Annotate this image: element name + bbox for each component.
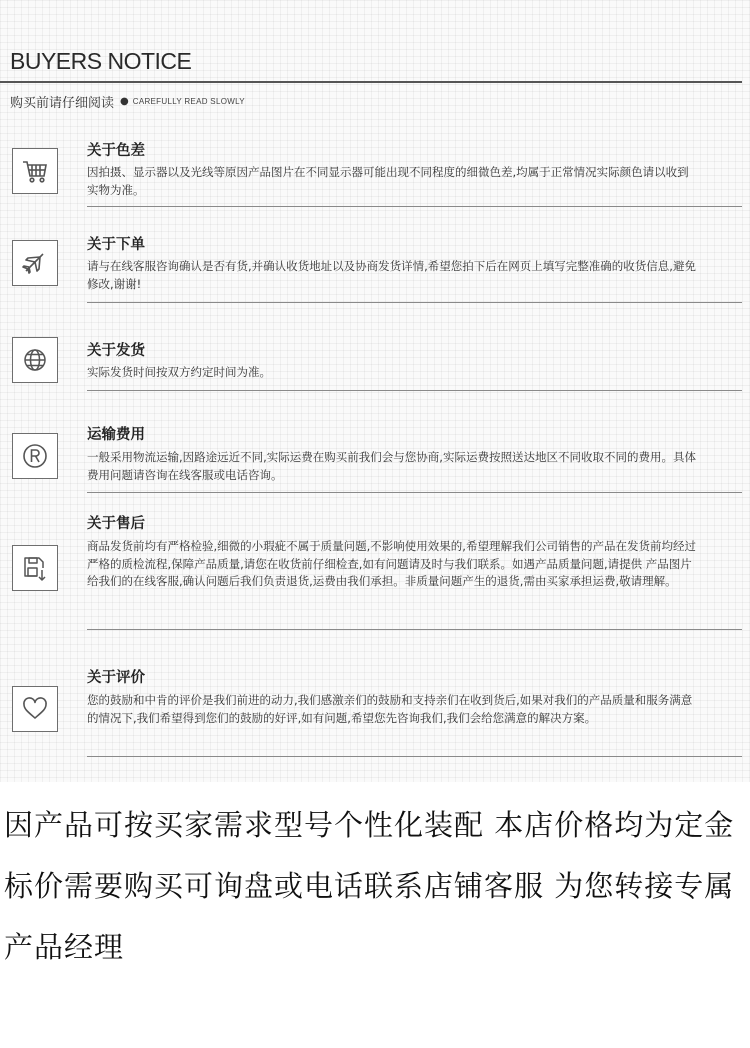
section-divider [87, 629, 742, 630]
subtitle-bullet: ● [120, 95, 129, 107]
subtitle-chinese: 购买前请仔细阅读 [10, 95, 115, 111]
subtitle-row [10, 91, 245, 111]
section-body: 实际发货时间按双方约定时间为准。 [87, 365, 271, 379]
section-title: 关于发货 [87, 343, 145, 359]
section-body: 商品发货前均有严格检验,细微的小瑕疵不属于质量问题,不影响使用效果的,希望理解我们公司销售的产品在发货前均经过严格的质检流程,保障产品质量,请您在收货前仔细检查,如有问题请及时与我们联系。如遇产品质量问题,请提供 产品图片给我们的在线客服,确认问题后我们负责退货,运费由我们承担。非质量问题产生的退货,需由买家承担运费,敬请理解。 [87, 539, 696, 588]
subtitle-english: CAREFULLY READ SLOWLY [132, 96, 245, 106]
title-divider [0, 81, 742, 83]
section-body: 您的鼓励和中肯的评价是我们前进的动力,我们感激亲们的鼓励和支持亲们在收到货后,如果对我们的产品质量和服务满意的情况下,我们希望得到您们的鼓励的好评,如有问题,希望您先咨询我们,我们会给您满意的解决方案。 [87, 693, 693, 725]
section-body: 因拍摄、显示器以及光线等原因产品图片在不同显示器可能出现不同程度的细微色差,均属于正常情况实际颜色请以收到实物为准。 [87, 165, 689, 197]
section-title: 运输费用 [87, 427, 145, 443]
registered-icon [12, 433, 58, 479]
section-divider [87, 390, 742, 391]
shopping-cart-icon [12, 148, 58, 194]
section-body: 一般采用物流运输,因路途远近不同,实际运费在购买前我们会与您协商,实际运费按照送达地区不同收取不同的费用。具体费用问题请咨询在线客服或电话咨询。 [87, 450, 696, 482]
heart-icon [12, 686, 58, 732]
section-divider [87, 302, 742, 303]
section-title: 关于评价 [87, 670, 145, 686]
airplane-icon [12, 240, 58, 286]
section-divider [87, 206, 742, 207]
section-divider [87, 492, 742, 493]
section-divider [87, 756, 742, 757]
section-title: 关于售后 [87, 516, 145, 532]
custom-assembly-notice: 因产品可按买家需求型号个性化装配 本店价格均为定金标价需要购买可询盘或电话联系店铺客服 为您转接专属产品经理 [4, 808, 735, 964]
section-body: 请与在线客服咨询确认是否有货,并确认收货地址以及协商发货详情,希望您拍下后在网页上填写完整准确的收货信息,避免修改,谢谢! [87, 259, 696, 291]
section-title: 关于色差 [87, 143, 145, 159]
save-return-icon [12, 545, 58, 591]
section-title: 关于下单 [87, 237, 145, 253]
globe-icon [12, 337, 58, 383]
notice-title: BUYERS NOTICE [10, 48, 192, 74]
